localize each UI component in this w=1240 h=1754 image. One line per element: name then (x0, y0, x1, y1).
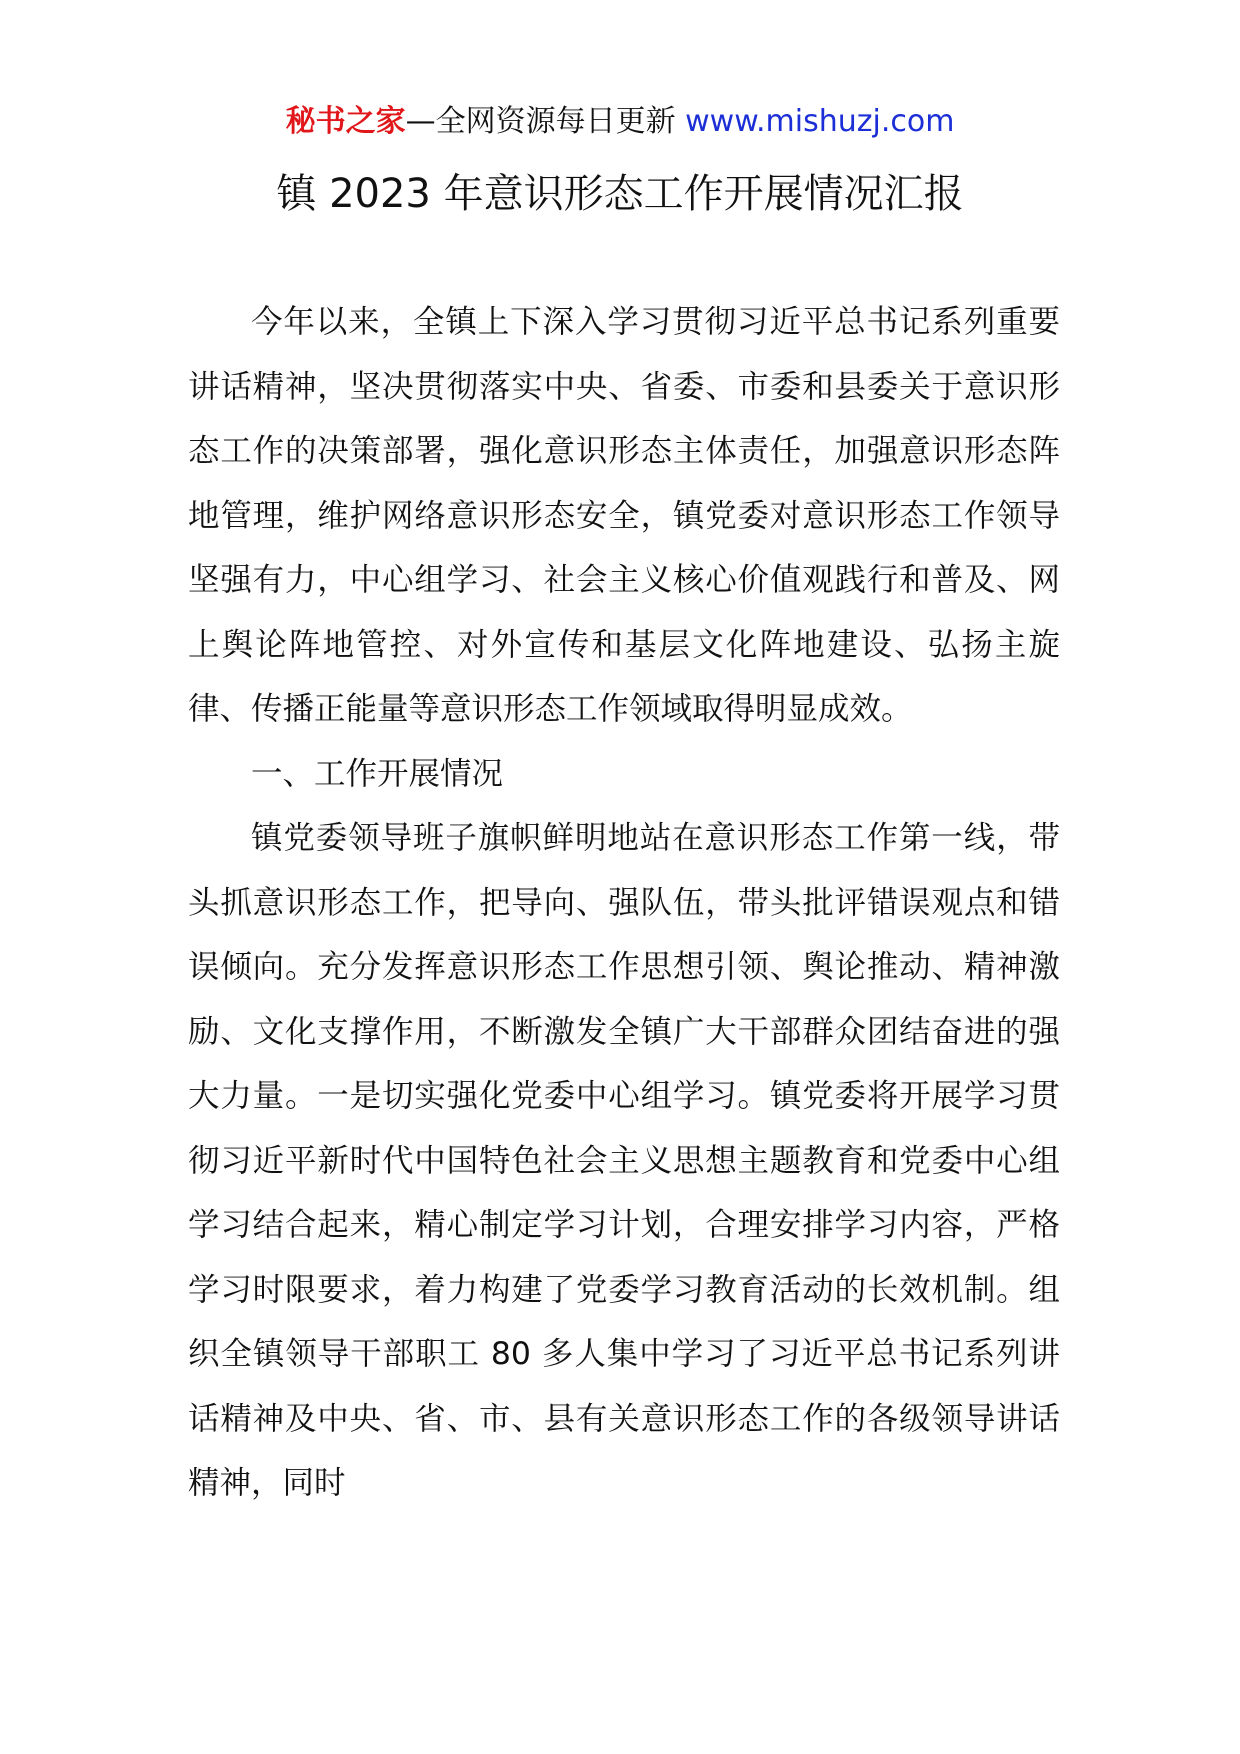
section-heading: 一、工作开展情况 (251, 755, 504, 792)
brand-name: 秘书之家 (285, 104, 406, 139)
document-title: 镇 2023 年意识形态工作开展情况汇报 (276, 171, 964, 217)
site-url-link[interactable]: www.mishuzj.com (685, 104, 955, 139)
intro-paragraph: 今年以来，全镇上下深入学习贯彻习近平总书记系列重要讲话精神，坚决贯彻落实中央、省委、市委和县委关于意识形态工作的决策部署，强化意识形态主体责任，加强意识形态阵地管理，维护网络意识形态安全，镇党委对意识形态工作领导坚强有力，中心组学习、社会主义核心价值观践行和普及、网上舆论阵地管控、对外宣传和基层文化阵地建设、弘扬主旋律、传播正能量等意识形态工作领域取得明显成效。 (188, 304, 1060, 727)
document-body (188, 290, 1060, 1516)
watermark-header (0, 100, 1240, 144)
header-tagline: —全网资源每日更新 (405, 104, 676, 139)
body-paragraph: 镇党委领导班子旗帜鲜明地站在意识形态工作第一线，带头抓意识形态工作，把导向、强队伍，带头批评错误观点和错误倾向。充分发挥意识形态工作思想引领、舆论推动、精神激励、文化支撑作用，不断激发全镇广大干部群众团结奋进的强大力量。一是切实强化党委中心组学习。镇党委将开展学习贯彻习近平新时代中国特色社会主义思想主题教育和党委中心组学习结合起来，精心制定学习计划，合理安排学习内容，严格学习时限要求，着力构建了党委学习教育活动的长效机制。组织全镇领导干部职工 80 多人集中学习了习近平总书记系列讲话精神及中央、省、市、县有关意识形态工作的各级领导讲话精神，同时 (188, 820, 1060, 1501)
